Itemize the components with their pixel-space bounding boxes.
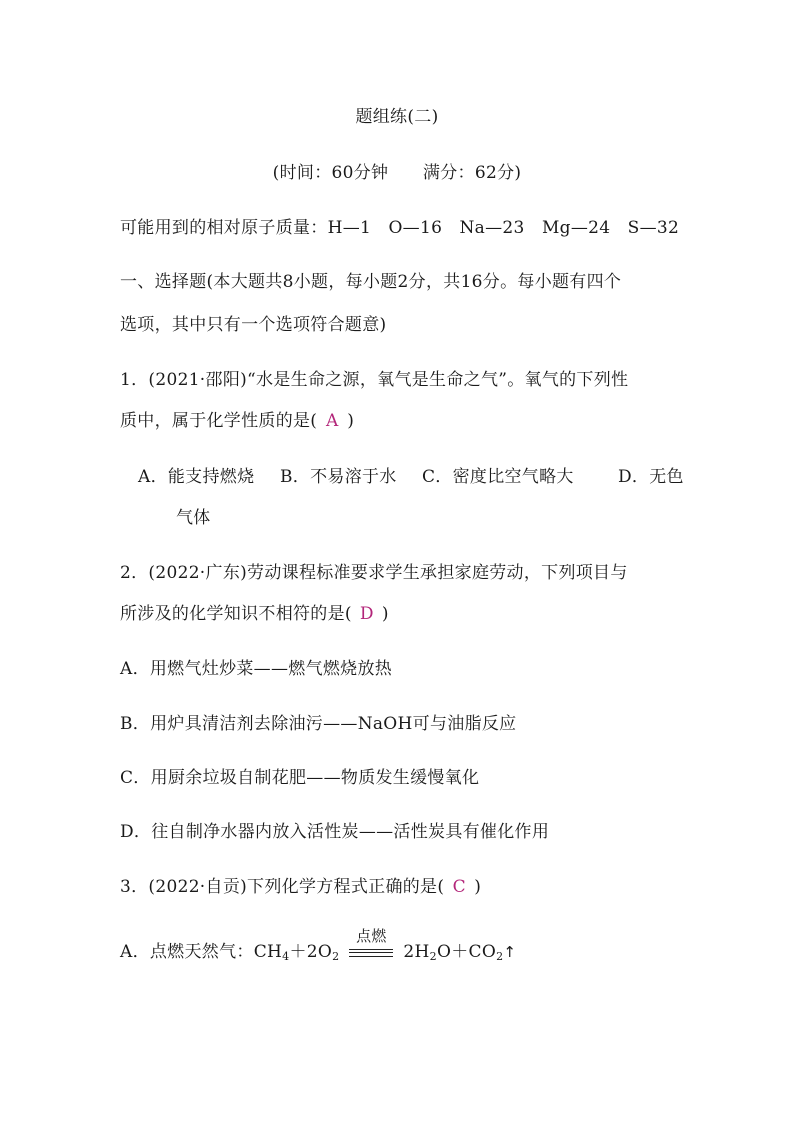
q3-answer: C: [452, 877, 466, 897]
q1-option-d: D．无色: [618, 467, 684, 487]
q3-option-a-label: A．点燃天然气：: [120, 942, 254, 962]
section-heading-line2: 选项，其中只有一个选项符合题意): [120, 315, 387, 335]
q3-option-a: [120, 927, 517, 963]
q2-option-d: D．往自制净水器内放入活性炭——活性炭具有催化作用: [120, 822, 550, 842]
q1-option-b: B．不易溶于水: [280, 467, 397, 487]
page-subtitle: (时间：60分钟 满分：62分): [272, 163, 522, 183]
gas-arrow-icon: ↑: [503, 943, 517, 961]
q1-answer: A: [325, 411, 339, 431]
reaction-condition: [343, 927, 399, 963]
q2-answer: D: [359, 604, 374, 624]
q2-stem-text: 所涉及的化学知识不相符的是(: [120, 604, 352, 624]
q2-stem-close: ): [381, 604, 389, 624]
q1-options-row: [138, 466, 684, 488]
q2-stem-line2: [120, 603, 389, 625]
eq-co-sub: 2: [496, 950, 504, 963]
q2-option-c: C．用厨余垃圾自制花肥——物质发生缓慢氧化: [120, 768, 480, 788]
section-heading-line1: 一、选择题(本大题共8小题，每小题2分，共16分。每小题有四个: [120, 272, 622, 292]
q3-stem-text: 3．(2022·自贡)下列化学方程式正确的是(: [120, 877, 445, 897]
q1-stem-line1: 1．(2021·邵阳)“水是生命之源，氧气是生命之气”。氧气的下列性: [120, 370, 629, 390]
eq-h-sub: 2: [429, 950, 437, 963]
q2-stem-line1: 2．(2022·广东)劳动课程标准要求学生承担家庭劳动，下列项目与: [120, 563, 628, 583]
q3-stem: [120, 876, 481, 898]
equals-sign: [349, 949, 393, 957]
q1-option-a: A．能支持燃烧: [138, 467, 255, 487]
reaction-condition-label: 点燃: [356, 927, 387, 945]
q1-option-d-cont: 气体: [176, 508, 211, 528]
eq-ch: CH: [253, 942, 283, 962]
eq-plus-o: ＋2O: [289, 942, 333, 962]
q2-option-a: A．用燃气灶炒菜——燃气燃烧放热: [120, 659, 393, 679]
q2-option-b: B．用炉具清洁剂去除油污——NaOH可与油脂反应: [120, 714, 517, 734]
atomic-mass-line: 可能用到的相对原子质量：H—1 O—16 Na—23 Mg—24 S—32: [120, 218, 680, 238]
q1-stem-line2: [120, 410, 354, 432]
eq-h2o-post: O＋CO: [436, 942, 497, 962]
q1-stem-text: 质中，属于化学性质的是(: [120, 411, 318, 431]
eq-ch-sub: 4: [282, 950, 290, 963]
q1-stem-close: ): [347, 411, 355, 431]
q3-stem-close: ): [474, 877, 482, 897]
eq-o-sub: 2: [332, 950, 340, 963]
q1-option-c: C．密度比空气略大: [422, 467, 574, 487]
page-title: 题组练(二): [355, 107, 439, 127]
eq-h2o-pre: 2H: [403, 942, 430, 962]
